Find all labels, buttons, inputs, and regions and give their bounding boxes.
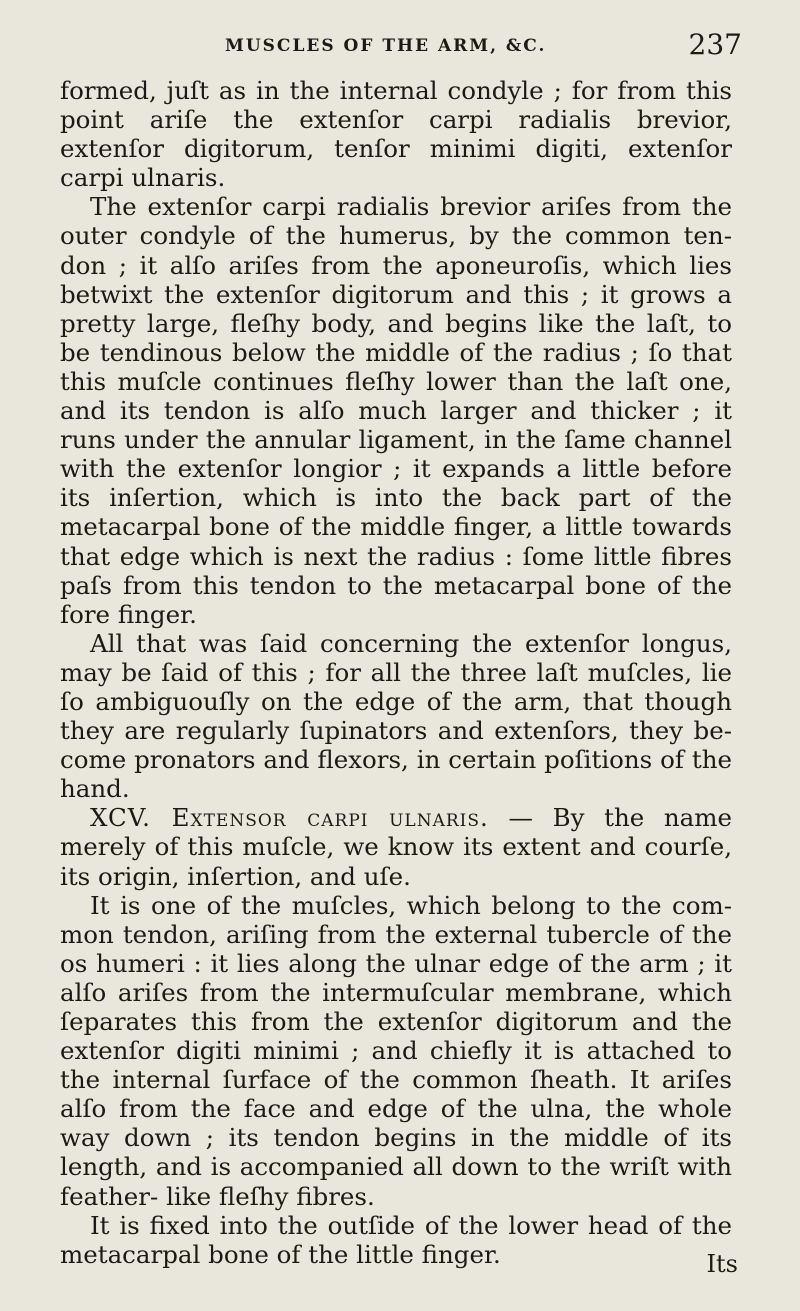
body-text: [60, 76, 732, 1269]
section-heading: XCV. Extensor carpi ulnaris.: [90, 803, 489, 833]
paragraph-continuation: formed, juſt as in the internal condyle ; for from this point ariſe the extenſor carpi radialis brevior, extenſor digitorum, tenſor minimi digiti, extenſor carpi ulnaris.: [60, 76, 732, 193]
section-heading-text: — By the name merely of this muſcle, we know its extent and courſe, its origin, inſertion, and uſe.: [60, 803, 732, 891]
catchword: Its: [706, 1250, 738, 1278]
paragraph-insertion: It is fixed into the outſide of the lower head of the metacarpal bone of the little finger.: [60, 1210, 732, 1269]
page-number: 237: [688, 28, 742, 61]
running-title: MUSCLES OF THE ARM, &C.: [225, 36, 547, 56]
running-head: [60, 28, 742, 76]
paragraph-section-xcv: [60, 803, 732, 890]
paragraph-common-tendon: It is one of the muſcles, which belong to the com- mon tendon, ariſing from the external tubercle of the os humeri : it lies along the ulnar edge of the arm ; it alſo ariſes from the intermuſcular membrane, which ſeparates this from the extenſor digitorum and the extenſor digiti minimi ; and chiefly it is attached to the internal ſurface of the common ſheath. It ariſes alſo from the face and edge of the ulna, the whole way down ; its tendon begins in the middle of its length, and is accompanied all down to the wriſt with feather- like fleſhy fibres.: [60, 890, 732, 1211]
paragraph-brevior: The extenſor carpi radialis brevior ariſes from the outer condyle of the humerus, by the common ten- don ; it alſo ariſes from the aponeuroſis, which lies betwixt the extenſor digitorum and this ; it grows a pretty large, fleſhy body, and begins like the laſt, to be tendinous below the middle of the radius ; ſo that this muſcle continues fleſhy lower than the laſt one, and its tendon is alſo much larger and thicker ; it runs under the annular ligament, in the ſame channel with the extenſor longior ; it expands a little before its inſertion, which is into the back part of the metacarpal bone of the middle finger, a little towards that edge which is next the radius : ſome little fibres paſs from this tendon to the metacarpal bone of the fore finger.: [60, 192, 732, 629]
paragraph-all-that-was-said: All that was ſaid concerning the extenſor longus, may be ſaid of this ; for all the three laſt muſcles, lie ſo ambiguouſly on the edge of the arm, that though they are regularly ſupinators and extenſors, they be- come pronators and flexors, in certain poſitions of the hand.: [60, 628, 732, 804]
